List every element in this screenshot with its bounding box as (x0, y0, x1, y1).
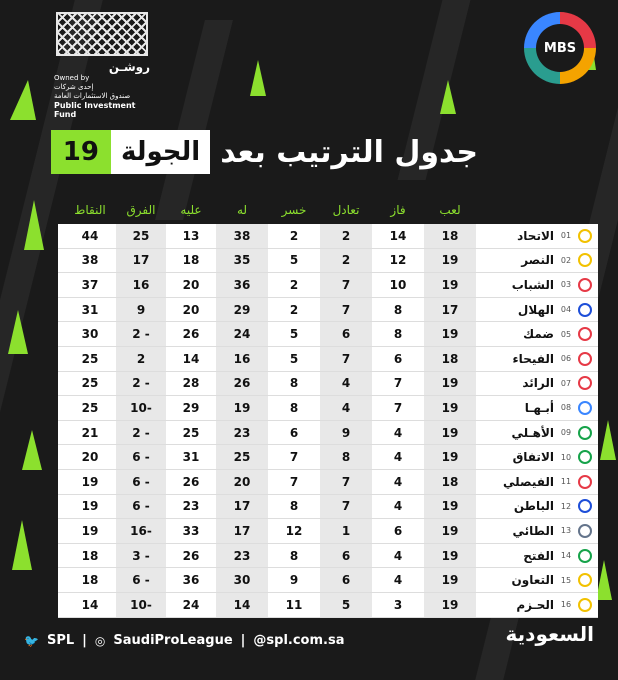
cell-lost: 2 (289, 228, 299, 243)
cell-gf: 38 (216, 224, 268, 248)
team-rank: 09 (560, 428, 572, 438)
cell-lost: 6 (289, 425, 299, 440)
team-cell (476, 495, 598, 519)
cell-won: 4 (393, 425, 403, 440)
team-logo-icon (578, 598, 592, 612)
cell-gd: 9 (116, 298, 166, 322)
cell-played: 19 (424, 445, 476, 469)
cell-points: 37 (81, 277, 99, 292)
cell-drawn: 7 (320, 273, 372, 297)
team-rank: 02 (560, 255, 572, 265)
green-shape (24, 200, 44, 250)
team-rank: 14 (560, 551, 572, 561)
team-cell (476, 396, 598, 420)
team-logo-icon (578, 401, 592, 415)
team-rank: 12 (560, 501, 572, 511)
round-badge (51, 130, 210, 174)
team-logo-icon (578, 303, 592, 317)
cell-lost: 12 (285, 523, 303, 538)
cell-lost: 2 (289, 277, 299, 292)
team-cell (476, 322, 598, 346)
cell-played: 19 (424, 249, 476, 273)
instagram-icon[interactable]: ◎ (94, 633, 106, 648)
cell-won: 4 (393, 450, 403, 465)
cell-drawn: 2 (320, 224, 372, 248)
cell-gd: 10- (116, 396, 166, 420)
pif-pattern-icon (56, 12, 148, 56)
cell-gd: 17 (116, 249, 166, 273)
team-cell (476, 445, 598, 469)
team-cell (476, 593, 598, 617)
cell-won: 4 (393, 573, 403, 588)
pif-owned-by-en: Owned by (54, 74, 90, 82)
cell-gf: 30 (216, 568, 268, 592)
team-logo-icon (578, 549, 592, 563)
roh-logo: السعودية (505, 622, 594, 646)
team-rank: 08 (560, 403, 572, 413)
cell-ga: 23 (182, 499, 200, 514)
cell-gd: 2 - (116, 372, 166, 396)
header-won: فاز (390, 203, 406, 217)
cell-ga: 24 (182, 597, 200, 612)
pif-fund-ar: صندوق الاستثمارات العامة (54, 92, 131, 100)
footer-separator: | (240, 633, 246, 648)
cell-gf: 29 (216, 298, 268, 322)
cell-gd: 6 - (116, 495, 166, 519)
team-cell (476, 421, 598, 445)
title-text: جدول الترتيب بعد (220, 134, 478, 170)
green-shape (596, 560, 612, 600)
table-row (58, 224, 598, 249)
table-row (58, 396, 598, 421)
team-name: الفيصلي (502, 474, 554, 489)
cell-won: 6 (393, 523, 403, 538)
table-row (58, 372, 598, 397)
team-rank: 03 (560, 280, 572, 290)
cell-drawn: 6 (320, 568, 372, 592)
team-cell (476, 372, 598, 396)
team-rank: 11 (560, 477, 572, 487)
table-row (58, 273, 598, 298)
cell-points: 18 (81, 573, 99, 588)
team-rank: 13 (560, 526, 572, 536)
table-row (58, 544, 598, 569)
cell-won: 4 (393, 474, 403, 489)
header-lost: خسر (281, 203, 307, 217)
cell-won: 10 (389, 277, 407, 292)
cell-points: 38 (81, 253, 99, 268)
cell-gf: 24 (216, 322, 268, 346)
cell-drawn: 1 (320, 519, 372, 543)
mbs-league-logo (524, 12, 596, 84)
green-shape (12, 520, 32, 570)
cell-gd: 2 - (116, 322, 166, 346)
team-cell (476, 273, 598, 297)
team-name: الهلال (517, 302, 554, 317)
team-logo-icon (578, 499, 592, 513)
cell-ga: 29 (182, 400, 200, 415)
cell-drawn: 6 (320, 544, 372, 568)
cell-drawn: 8 (320, 445, 372, 469)
cell-drawn: 9 (320, 421, 372, 445)
pif-arabic-wordmark: روشـن (108, 60, 150, 74)
cell-played: 19 (424, 495, 476, 519)
cell-drawn: 4 (320, 396, 372, 420)
cell-ga: 28 (182, 376, 200, 391)
cell-played: 18 (424, 224, 476, 248)
cell-played: 19 (424, 273, 476, 297)
cell-gd: 6 - (116, 568, 166, 592)
cell-gd: 2 (116, 347, 166, 371)
cell-gf: 25 (216, 445, 268, 469)
cell-points: 25 (81, 376, 99, 391)
cell-points: 44 (81, 228, 99, 243)
team-logo-icon (578, 475, 592, 489)
cell-played: 18 (424, 470, 476, 494)
table-row (58, 298, 598, 323)
cell-ga: 26 (182, 327, 200, 342)
page-title (51, 130, 478, 174)
cell-ga: 13 (182, 228, 200, 243)
cell-won: 6 (393, 351, 403, 366)
team-rank: 16 (560, 600, 572, 610)
cell-lost: 9 (289, 573, 299, 588)
cell-gf: 26 (216, 372, 268, 396)
cell-gf: 35 (216, 249, 268, 273)
pif-logo (24, 12, 154, 119)
header-drawn: تعادل (332, 203, 360, 217)
table-row (58, 568, 598, 593)
team-name: الشباب (511, 277, 554, 292)
cell-gd: 6 - (116, 445, 166, 469)
table-row (58, 593, 598, 618)
cell-ga: 26 (182, 548, 200, 563)
standings-table (58, 196, 598, 618)
footer-instagram-handle[interactable]: SaudiProLeague (113, 633, 233, 648)
cell-lost: 2 (289, 302, 299, 317)
team-rank: 10 (560, 452, 572, 462)
cell-gd: 3 - (116, 544, 166, 568)
table-row (58, 495, 598, 520)
cell-points: 30 (81, 327, 99, 342)
round-word: الجولة (111, 130, 210, 174)
cell-gd: 16 (116, 273, 166, 297)
cell-ga: 20 (182, 302, 200, 317)
table-row (58, 470, 598, 495)
cell-lost: 8 (289, 400, 299, 415)
team-logo-icon (578, 524, 592, 538)
team-name: الفيحاء (512, 351, 554, 366)
cell-drawn: 7 (320, 347, 372, 371)
cell-gd: 25 (116, 224, 166, 248)
team-logo-icon (578, 278, 592, 292)
team-cell (476, 568, 598, 592)
cell-lost: 5 (289, 351, 299, 366)
cell-points: 19 (81, 474, 99, 489)
cell-lost: 5 (289, 327, 299, 342)
cell-ga: 20 (182, 277, 200, 292)
cell-played: 18 (424, 347, 476, 371)
cell-ga: 14 (182, 351, 200, 366)
team-rank: 05 (560, 329, 572, 339)
cell-lost: 5 (289, 253, 299, 268)
cell-lost: 7 (289, 474, 299, 489)
cell-gf: 23 (216, 544, 268, 568)
team-logo-icon (578, 352, 592, 366)
team-logo-icon (578, 229, 592, 243)
green-shape (440, 80, 456, 114)
cell-won: 4 (393, 499, 403, 514)
team-rank: 01 (560, 231, 572, 241)
team-name: الأهـلي (511, 425, 554, 440)
twitter-icon[interactable]: 🐦 (24, 633, 39, 648)
team-rank: 15 (560, 575, 572, 585)
team-cell (476, 544, 598, 568)
cell-ga: 26 (182, 474, 200, 489)
table-row (58, 445, 598, 470)
team-logo-icon (578, 376, 592, 390)
cell-points: 25 (81, 351, 99, 366)
table-row (58, 249, 598, 274)
team-name: الطائي (512, 523, 554, 538)
cell-won: 8 (393, 302, 403, 317)
green-shape (250, 60, 266, 96)
cell-gf: 20 (216, 470, 268, 494)
cell-won: 4 (393, 548, 403, 563)
team-cell (476, 519, 598, 543)
cell-drawn: 2 (320, 249, 372, 273)
cell-drawn: 4 (320, 372, 372, 396)
cell-played: 19 (424, 544, 476, 568)
cell-gf: 14 (216, 593, 268, 617)
cell-lost: 7 (289, 450, 299, 465)
team-name: الاتفاق (512, 450, 554, 465)
team-name: الباطن (513, 499, 554, 514)
header-played: لعب (439, 203, 461, 217)
cell-ga: 36 (182, 573, 200, 588)
cell-played: 19 (424, 421, 476, 445)
team-name: النصر (521, 253, 554, 268)
cell-ga: 18 (182, 253, 200, 268)
cell-won: 8 (393, 327, 403, 342)
header-goal-difference: الفرق (126, 203, 156, 217)
header-team-spacer (476, 196, 598, 224)
cell-gd: 16- (116, 519, 166, 543)
team-cell (476, 298, 598, 322)
cell-played: 19 (424, 593, 476, 617)
team-logo-icon (578, 253, 592, 267)
team-name: ضمك (523, 327, 554, 342)
cell-lost: 11 (285, 597, 303, 612)
cell-points: 31 (81, 302, 99, 317)
cell-gd: 6 - (116, 470, 166, 494)
cell-won: 7 (393, 400, 403, 415)
footer-twitter-handle[interactable]: SPL (46, 633, 75, 648)
cell-gf: 19 (216, 396, 268, 420)
team-name: التعاون (511, 573, 554, 588)
cell-gf: 16 (216, 347, 268, 371)
team-cell (476, 249, 598, 273)
cell-gf: 36 (216, 273, 268, 297)
cell-drawn: 6 (320, 322, 372, 346)
cell-gf: 17 (216, 519, 268, 543)
table-row (58, 347, 598, 372)
team-rank: 06 (560, 354, 572, 364)
cell-lost: 8 (289, 376, 299, 391)
header-points: النقاط (74, 203, 106, 217)
footer-website[interactable]: @spl.com.sa (253, 633, 345, 648)
table-row (58, 421, 598, 446)
round-number: 19 (51, 130, 111, 174)
team-rank: 07 (560, 378, 572, 388)
team-cell (476, 347, 598, 371)
cell-drawn: 7 (320, 298, 372, 322)
header-goals-for: له (236, 203, 248, 217)
team-name: الرائد (522, 376, 554, 391)
bg-stripe (155, 20, 233, 220)
team-name: الفتح (523, 548, 554, 563)
team-cell (476, 470, 598, 494)
cell-ga: 31 (182, 450, 200, 465)
cell-lost: 8 (289, 548, 299, 563)
header-goals-against: عليه (180, 203, 202, 217)
cell-played: 19 (424, 396, 476, 420)
cell-points: 19 (81, 499, 99, 514)
table-body (58, 224, 598, 618)
cell-drawn: 7 (320, 470, 372, 494)
cell-points: 14 (81, 597, 99, 612)
cell-won: 12 (389, 253, 407, 268)
cell-played: 19 (424, 372, 476, 396)
team-logo-icon (578, 573, 592, 587)
cell-points: 18 (81, 548, 99, 563)
green-shape (8, 310, 28, 354)
team-rank: 04 (560, 305, 572, 315)
pif-owned-by-ar: إحدى شركات (54, 83, 94, 91)
pif-fund-en: Public Investment Fund (54, 101, 136, 119)
green-shape (600, 420, 616, 460)
cell-gd: 2 - (116, 421, 166, 445)
footer (24, 633, 344, 648)
cell-won: 3 (393, 597, 403, 612)
team-name: الاتحاد (517, 228, 554, 243)
cell-played: 19 (424, 519, 476, 543)
cell-won: 7 (393, 376, 403, 391)
team-logo-icon (578, 426, 592, 440)
cell-ga: 33 (182, 523, 200, 538)
footer-separator: | (82, 633, 87, 648)
cell-points: 19 (81, 523, 99, 538)
cell-played: 19 (424, 322, 476, 346)
cell-gf: 17 (216, 495, 268, 519)
cell-played: 19 (424, 568, 476, 592)
mbs-label: MBS (536, 24, 584, 72)
table-row (58, 519, 598, 544)
team-name: أبـهـا (524, 400, 554, 415)
green-shape (22, 430, 42, 470)
cell-drawn: 7 (320, 495, 372, 519)
cell-lost: 8 (289, 499, 299, 514)
cell-gf: 23 (216, 421, 268, 445)
cell-played: 17 (424, 298, 476, 322)
cell-ga: 25 (182, 425, 200, 440)
team-name: الحـزم (516, 597, 554, 612)
table-header (58, 196, 598, 224)
team-logo-icon (578, 450, 592, 464)
team-cell (476, 224, 598, 248)
cell-points: 25 (81, 400, 99, 415)
team-logo-icon (578, 327, 592, 341)
cell-gd: 10- (116, 593, 166, 617)
cell-points: 21 (81, 425, 99, 440)
cell-points: 20 (81, 450, 99, 465)
table-row (58, 322, 598, 347)
cell-drawn: 5 (320, 593, 372, 617)
cell-won: 14 (389, 228, 407, 243)
